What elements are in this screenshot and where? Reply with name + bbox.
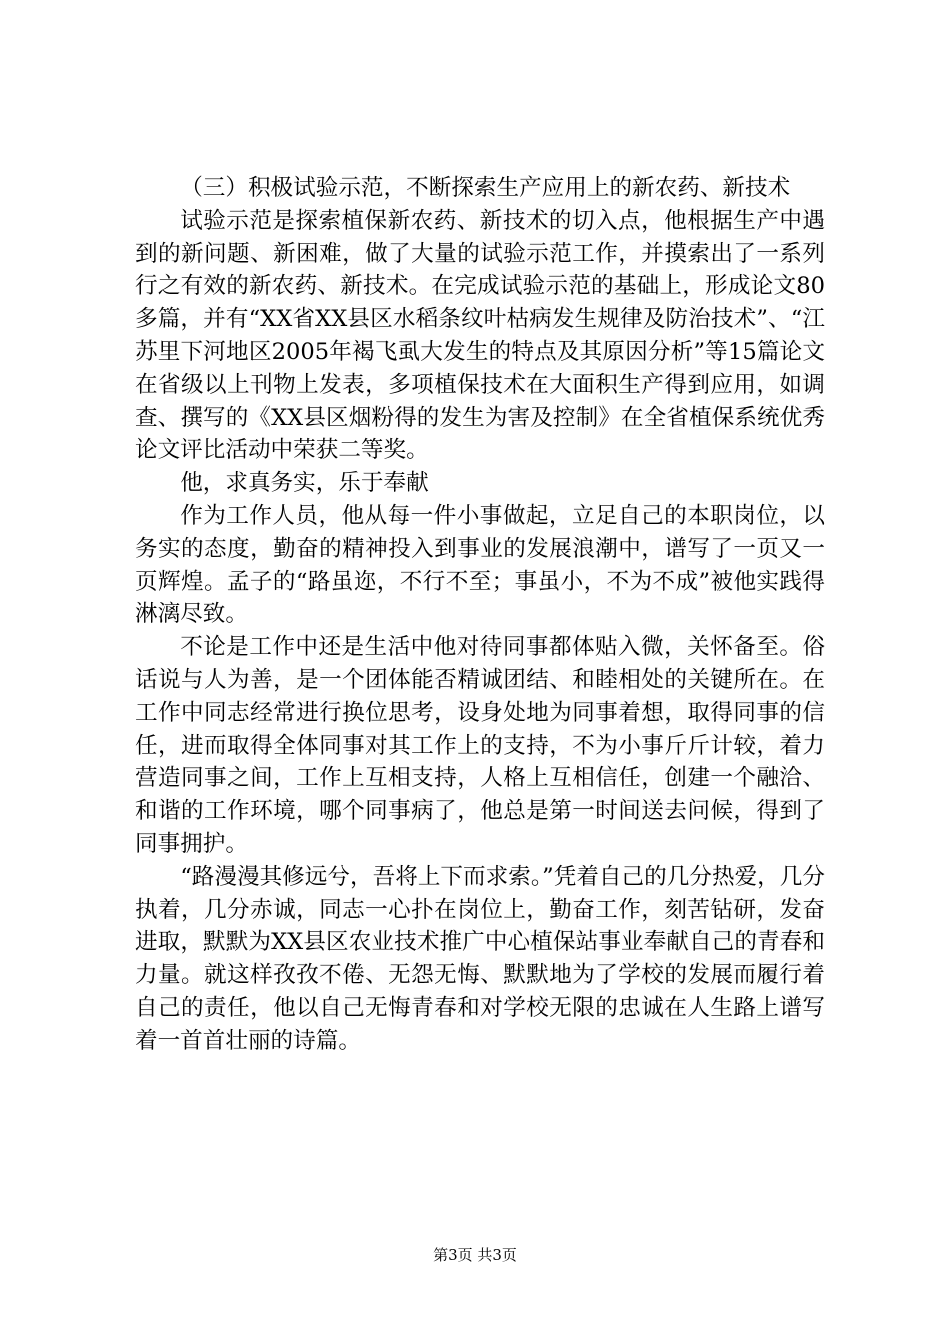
subheading-paragraph: 他，求真务实，乐于奉献 [180,470,429,497]
page-number-footer: 第3页 共3页 [433,1246,517,1264]
section-heading-paragraph: （三）积极试验示范，不断探索生产应用上的新农药、新技术 [180,175,791,201]
body-paragraph: “路漫漫其修远兮，吾将上下而求索。”凭着自己的几分热爱，几分执着，几分赤诚，同志一心扑在岗位上，勤奋工作，刻苦钻研，发奋进取，默默为XX县区农业技术推广中心植保站事业奉献自己的青春和力量。就这样孜孜不倦、无怨无悔、默默地为了学校的发展而履行着自己的责任，他以自己无悔青春和对学校无限的忠诚在人生路上谱写着一首首壮丽的诗篇。 [135,863,825,1054]
document-body [135,172,825,1058]
body-paragraph: 不论是工作中还是生活中他对待同事都体贴入微，关怀备至。俗话说与人为善，是一个团体能否精诚团结、和睦相处的关键所在。在工作中同志经常进行换位思考，设身处地为同事着想，取得同事的信任，进而取得全体同事对其工作上的支持，不为小事斤斤计较，着力营造同事之间，工作上互相支持，人格上互相信任，创建一个融洽、和谐的工作环境，哪个同事病了，他总是第一时间送去问候，得到了同事拥护。 [135,634,825,857]
body-paragraph: 试验示范是探索植保新农药、新技术的切入点，他根据生产中遇到的新问题、新困难，做了大量的试验示范工作，并摸索出了一系列行之有效的新农药、新技术。在完成试验示范的基础上，形成论文80多篇，并有“XX省XX县区水稻条纹叶枯病发生规律及防治技术”、“江苏里下河地区2005年褐飞虱大发生的特点及其原因分析”等15篇论文在省级以上刊物上发表，多项植保技术在大面积生产得到应用，如调查、撰写的《XX县区烟粉得的发生为害及控制》在全省植保系统优秀论文评比活动中荣获二等奖。 [135,207,825,464]
body-paragraph: 作为工作人员，他从每一件小事做起，立足自己的本职岗位，以务实的态度，勤奋的精神投入到事业的发展浪潮中，谱写了一页又一页辉煌。孟子的“路虽迩，不行不至；事虽小，不为不成”被他实践得淋漓尽致。 [135,502,825,628]
